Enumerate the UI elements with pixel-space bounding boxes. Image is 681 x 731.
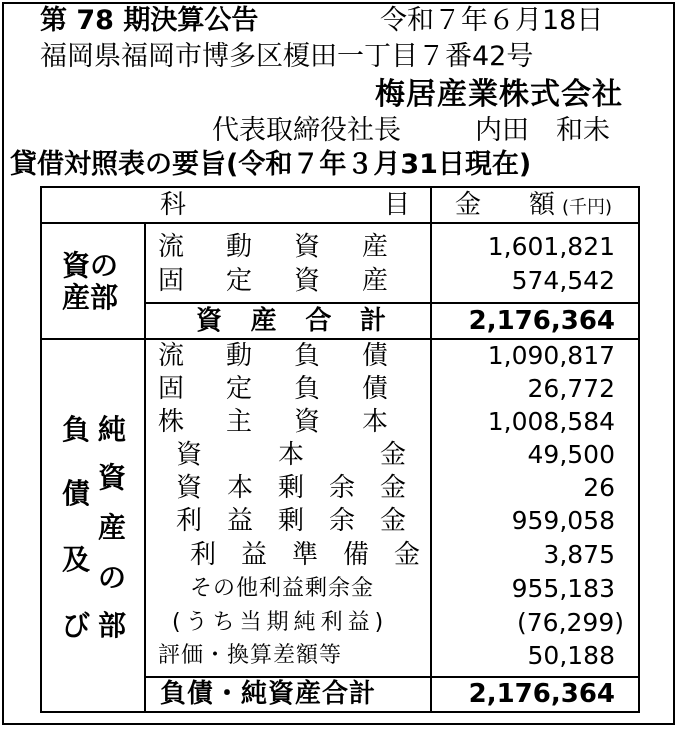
representative-name: 内田 和未 (475, 115, 610, 146)
row-other-retained-earnings-value: 955,183 (511, 574, 615, 603)
row-fixed-liabilities-label: 固 定 負 債 (158, 374, 388, 404)
assets-section-label-2: 産部 (62, 281, 119, 314)
row-current-assets-value: 1,601,821 (487, 232, 615, 261)
divider (144, 222, 146, 713)
liab-total-value: 2,176,364 (468, 679, 615, 709)
row-shareholders-equity-value: 1,008,584 (487, 407, 615, 436)
row-current-liabilities-value: 1,090,817 (487, 341, 615, 370)
notice-date: 令和７年６月18日 (380, 5, 604, 36)
liab-col2-char: の (98, 561, 127, 594)
row-legal-reserve-value: 3,875 (543, 540, 615, 569)
divider (40, 222, 640, 224)
company-address: 福岡県福岡市博多区榎田一丁目７番42号 (40, 41, 534, 72)
row-current-assets-label: 流 動 資 産 (158, 232, 388, 262)
assets-total-value: 2,176,364 (468, 306, 615, 336)
assets-total-label: 資 産 合 計 (196, 306, 386, 336)
liab-total-label: 負債・純資産合計 (160, 679, 377, 709)
divider (144, 676, 640, 678)
row-retained-earnings-value: 959,058 (511, 506, 615, 535)
row-fixed-assets-label: 固 定 資 産 (158, 266, 388, 296)
liab-col1-char: 債 (62, 477, 91, 510)
row-current-liabilities-label: 流 動 負 債 (158, 341, 388, 371)
row-net-income-value: (76,299) (517, 608, 624, 637)
liab-col2-char: 産 (98, 511, 127, 544)
row-net-income-label: (うち当期純利益) (172, 610, 389, 635)
header-item: 科 目 (160, 190, 410, 220)
liab-col2-char: 部 (98, 609, 127, 642)
row-capital-label: 資 本 金 (176, 440, 406, 470)
row-fixed-assets-value: 574,542 (511, 266, 615, 295)
header-amount: 金 額 (455, 190, 555, 220)
row-other-retained-earnings-label: その他利益剰余金 (190, 576, 375, 601)
liab-col2-char: 資 (98, 461, 127, 494)
row-valuation-label: 評価・換算差額等 (158, 643, 343, 668)
row-shareholders-equity-label: 株 主 資 本 (158, 407, 388, 437)
notice-title: 第 78 期決算公告 (40, 5, 259, 36)
liab-col1-char: び (62, 609, 91, 642)
statement-title: 貸借対照表の要旨(令和７年３月31日現在) (10, 149, 532, 180)
header-unit: (千円) (562, 197, 613, 218)
divider (430, 186, 432, 713)
representative-title: 代表取締役社長 (212, 115, 401, 146)
liab-col1-char: 負 (62, 413, 91, 446)
row-capital-value: 49,500 (527, 440, 615, 469)
liab-col2-char: 純 (98, 413, 127, 446)
assets-section-label-1: 資の (62, 249, 119, 282)
row-capital-surplus-value: 26 (583, 473, 615, 502)
liab-col1-char: 及 (62, 543, 91, 576)
divider (144, 302, 640, 304)
row-valuation-value: 50,188 (527, 641, 615, 670)
row-capital-surplus-label: 資 本 剰 余 金 (176, 473, 406, 503)
row-retained-earnings-label: 利 益 剰 余 金 (176, 506, 406, 536)
company-name: 梅居産業株式会社 (375, 77, 623, 112)
row-fixed-liabilities-value: 26,772 (527, 374, 615, 403)
divider (40, 338, 640, 340)
row-legal-reserve-label: 利 益 準 備 金 (190, 540, 420, 570)
